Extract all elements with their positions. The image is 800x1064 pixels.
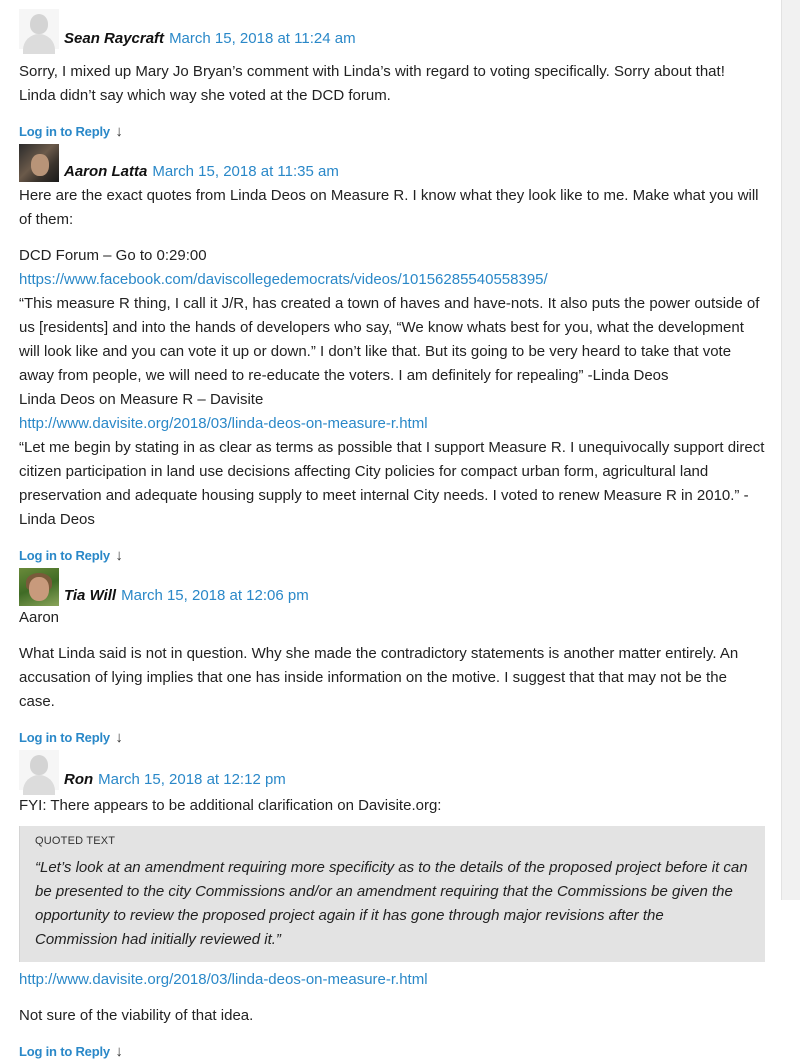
comment-header: [19, 750, 765, 790]
comment: [19, 750, 765, 1064]
comment-paragraph: What Linda said is not in question. Why she made the contradictory statements is another matter entirely. An accusation of lying implies that one has inside information on the motive. I suggest that that may not be the case.: [19, 645, 739, 710]
comment-author: Tia Will: [64, 587, 117, 604]
avatar: [19, 144, 59, 182]
avatar: [19, 568, 59, 606]
comment-paragraph: Not sure of the viability of that idea.: [19, 1007, 254, 1024]
avatar: [19, 9, 59, 49]
comment-paragraph: Here are the exact quotes from Linda Deos on Measure R. I know what they look like to me. Make what you will of them:: [19, 187, 759, 228]
reply-button[interactable]: [19, 1042, 123, 1062]
default-avatar-icon: [30, 14, 48, 34]
reply-button[interactable]: [19, 122, 123, 142]
comment-body: [19, 60, 765, 108]
default-avatar-icon: [30, 755, 48, 775]
comment-date-link[interactable]: March 15, 2018 at 11:24 am: [169, 30, 356, 47]
avatar: [19, 750, 59, 790]
comment-header: [19, 568, 765, 606]
comment: [19, 568, 765, 750]
davisite-link[interactable]: http://www.davisite.org/2018/03/linda-deos-on-measure-r.html: [19, 415, 428, 432]
comment-author: Aaron Latta: [64, 163, 148, 180]
comment-salutation: Aaron: [19, 609, 60, 626]
comment-quote: “This measure R thing, I call it J/R, has created a town of haves and have-nots. It also puts the power outside of us [residents] and into the hands of developers who say, “We know whats best for you, what the development will look like and you can vote it up or down.” I don’t like that. But its going to be very heard to take that vote away from people, we will need to re-educate the voters. I am definitely for repealing” -Linda Deos: [19, 295, 760, 384]
comment-body: [19, 968, 765, 1028]
user-photo-icon: [31, 154, 49, 176]
reply-label: Log in to Reply: [19, 548, 110, 563]
quote-text: “Let’s look at an amendment requiring more specificity as to the details of the proposed project before it can be presented to the city Commissions and/or an amendment requiring that the Commissions be given the opportunity to review the proposed project again if it has gone through major revisions after the Commission had initially reviewed it.”: [35, 859, 748, 948]
comment-date-link[interactable]: March 15, 2018 at 12:06 pm: [121, 587, 309, 604]
comment-date-link[interactable]: March 15, 2018 at 11:35 am: [152, 163, 339, 180]
arrow-down-icon: ↓: [115, 123, 123, 140]
quote-label: QUOTED TEXT: [35, 835, 116, 847]
arrow-down-icon: ↓: [115, 729, 123, 746]
reply-label: Log in to Reply: [19, 730, 110, 745]
comment-body: [19, 794, 765, 818]
davisite-link[interactable]: http://www.davisite.org/2018/03/linda-deos-on-measure-r.html: [19, 971, 428, 988]
facebook-video-link[interactable]: https://www.facebook.com/daviscollegedemocrats/videos/10156285540558395/: [19, 271, 548, 288]
quoted-text-block: [19, 826, 765, 962]
reply-label: Log in to Reply: [19, 1044, 110, 1059]
comment-author: Sean Raycraft: [64, 30, 165, 47]
reply-button[interactable]: [19, 728, 123, 748]
comment-quote: “Let me begin by stating in as clear as terms as possible that I support Measure R. I unequivocally support direct citizen participation in land use decisions affecting City policies for compact urban form, agricultural land preservation and adequate housing supply to meet internal City needs. I voted to renew Measure R in 2010.” -Linda Deos: [19, 439, 765, 528]
comment-author: Ron: [64, 771, 94, 788]
arrow-down-icon: ↓: [115, 1043, 123, 1060]
comment-paragraph: DCD Forum – Go to 0:29:00: [19, 247, 207, 264]
comment: [19, 144, 765, 568]
comment: [19, 0, 765, 144]
user-photo-icon: [29, 577, 49, 601]
comment-body: [19, 606, 765, 714]
comment-header: [19, 9, 765, 49]
comment-paragraph: Linda Deos on Measure R – Davisite: [19, 391, 264, 408]
comment-paragraph: Sorry, I mixed up Mary Jo Bryan’s comment with Linda’s with regard to voting specifically. Sorry about that! Linda didn’t say which way she voted at the DCD forum.: [19, 63, 725, 104]
comment-body: [19, 184, 765, 532]
sidebar-strip: [781, 0, 800, 900]
reply-label: Log in to Reply: [19, 124, 110, 139]
reply-button[interactable]: [19, 546, 123, 566]
arrow-down-icon: ↓: [115, 547, 123, 564]
comment-date-link[interactable]: March 15, 2018 at 12:12 pm: [98, 771, 286, 788]
comment-header: [19, 144, 765, 182]
comment-paragraph: FYI: There appears to be additional clarification on Davisite.org:: [19, 797, 442, 814]
